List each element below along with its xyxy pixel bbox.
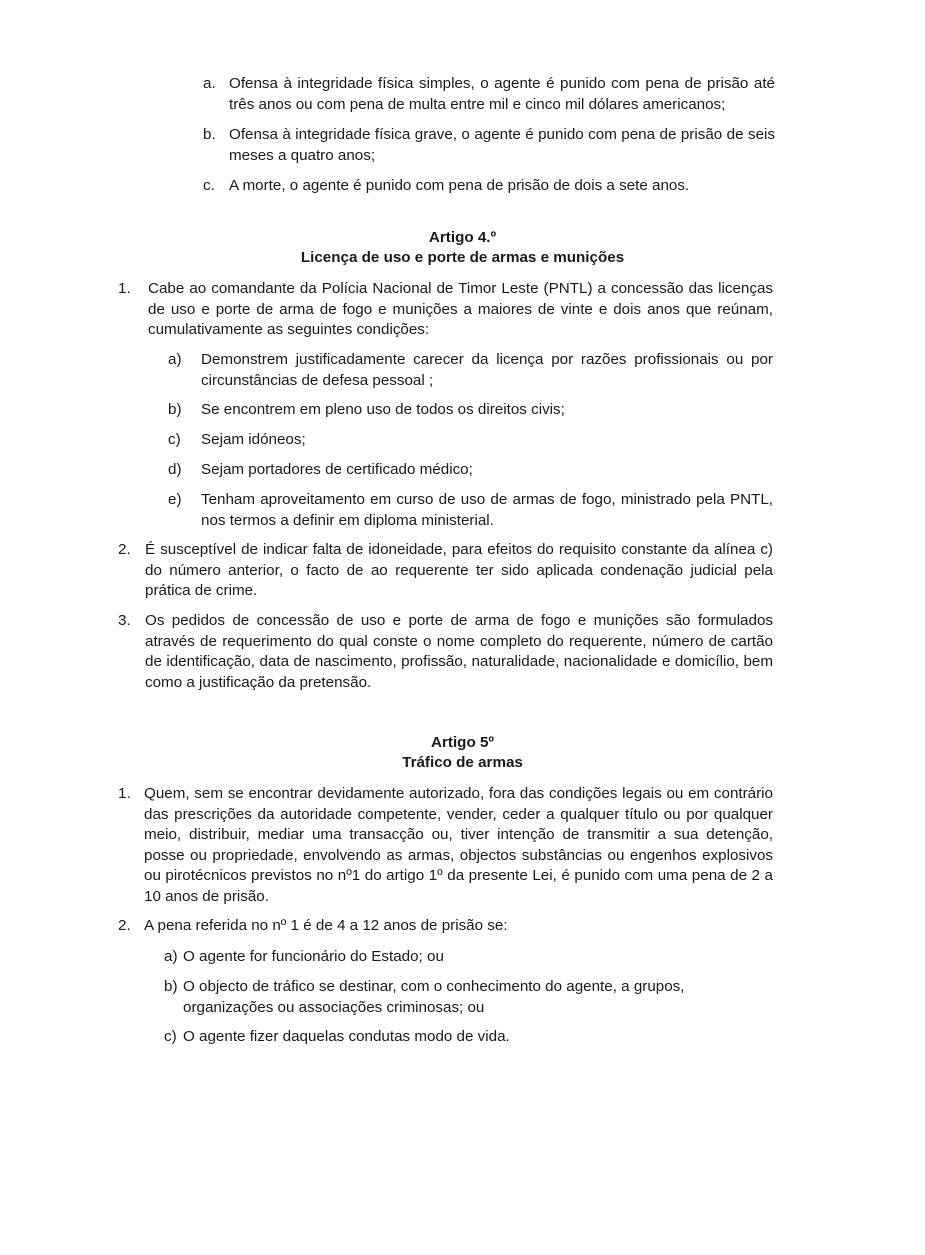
list-item-text: Ofensa à integridade física grave, o agente é punido com pena de prisão de seis meses a quatro anos;	[229, 126, 775, 164]
list-item-text: A pena referida no nº 1 é de 4 a 12 anos de prisão se:	[144, 917, 508, 934]
list-item-text: A morte, o agente é punido com pena de prisão de dois a sete anos.	[229, 177, 690, 194]
list-item-label: a.	[203, 75, 216, 92]
sub-list-item-label: b)	[164, 978, 178, 995]
sub-list-item-text: O objecto de tráfico se destinar, com o conhecimento do agente, a grupos, organizações ou associações criminosas; ou	[183, 978, 685, 1016]
sub-list-item-text: O agente fizer daquelas condutas modo de vida.	[183, 1028, 510, 1045]
sub-list-item-label: a)	[164, 948, 178, 965]
sub-list-item-text: Tenham aproveitamento em curso de uso de armas de fogo, ministrado pela PNTL, nos termos a definir em diploma ministerial.	[201, 491, 773, 529]
sub-list-item-text: Demonstrem justificadamente carecer da licença por razões profissionais ou por circunstâncias de defesa pessoal ;	[201, 351, 773, 389]
list-item-text: É susceptível de indicar falta de idoneidade, para efeitos do requisito constante da alínea c) do número anterior, o facto de ao requerente ter sido aplicada condenação judicial pela prática de crime.	[145, 541, 773, 599]
sub-list-item-label: b)	[168, 401, 182, 418]
list-item-label: 1.	[118, 785, 131, 802]
list-item-label: 2.	[118, 541, 131, 558]
list-item-label: c.	[203, 177, 215, 194]
article-title: Tráfico de armas	[402, 754, 523, 771]
sub-list-item-label: c)	[164, 1028, 177, 1045]
sub-list-item-label: e)	[168, 491, 182, 508]
list-item-text: Os pedidos de concessão de uso e porte de arma de fogo e munições são formulados através de requerimento do qual conste o nome completo do requerente, número de cartão de identificação, data de nascimento, profissão, naturalidade, nacionalidade e domicílio, bem como a justificação da pretensão.	[145, 612, 773, 691]
sub-list-item-text: O agente for funcionário do Estado; ou	[183, 948, 444, 965]
sub-list-item-text: Sejam idóneos;	[201, 431, 306, 448]
sub-list-item-label: a)	[168, 351, 182, 368]
article-heading: Artigo 4.º	[428, 229, 497, 246]
list-item-text: Ofensa à integridade física simples, o agente é punido com pena de prisão até três anos ou com pena de multa entre mil e cinco mil dólares americanos;	[229, 75, 775, 113]
list-item-label: 2.	[118, 917, 131, 934]
list-item-label: 3.	[118, 612, 131, 629]
list-item-text: Quem, sem se encontrar devidamente autorizado, fora das condições legais ou em contrário das prescrições da autoridade competente, vender, ceder a qualquer título ou por qualquer meio, distribuir, mediar uma transacção ou, tiver intenção de transmitir a sua detenção, posse ou propriedade, envolvendo as armas, objectos substâncias ou engenhos explosivos ou pirotécnicos previstos no nº1 do artigo 1º da presente Lei, é punido com uma pena de 2 a 10 anos de prisão.	[144, 785, 773, 905]
list-item-label: 1.	[118, 280, 131, 297]
article-title: Licença de uso e porte de armas e munições	[300, 249, 625, 266]
sub-list-item-text: Se encontrem em pleno uso de todos os direitos civis;	[201, 401, 565, 418]
list-item-text: Cabe ao comandante da Polícia Nacional de Timor Leste (PNTL) a concessão das licenças de uso e porte de arma de fogo e munições a maiores de vinte e dois anos que reúnam, cumulativamente as seguintes condições:	[148, 280, 773, 338]
article-heading: Artigo 5º	[431, 734, 494, 751]
sub-list-item-label: c)	[168, 431, 181, 448]
sub-list-item-text: Sejam portadores de certificado médico;	[201, 461, 473, 478]
sub-list-item-label: d)	[168, 461, 182, 478]
list-item-label: b.	[203, 126, 216, 143]
